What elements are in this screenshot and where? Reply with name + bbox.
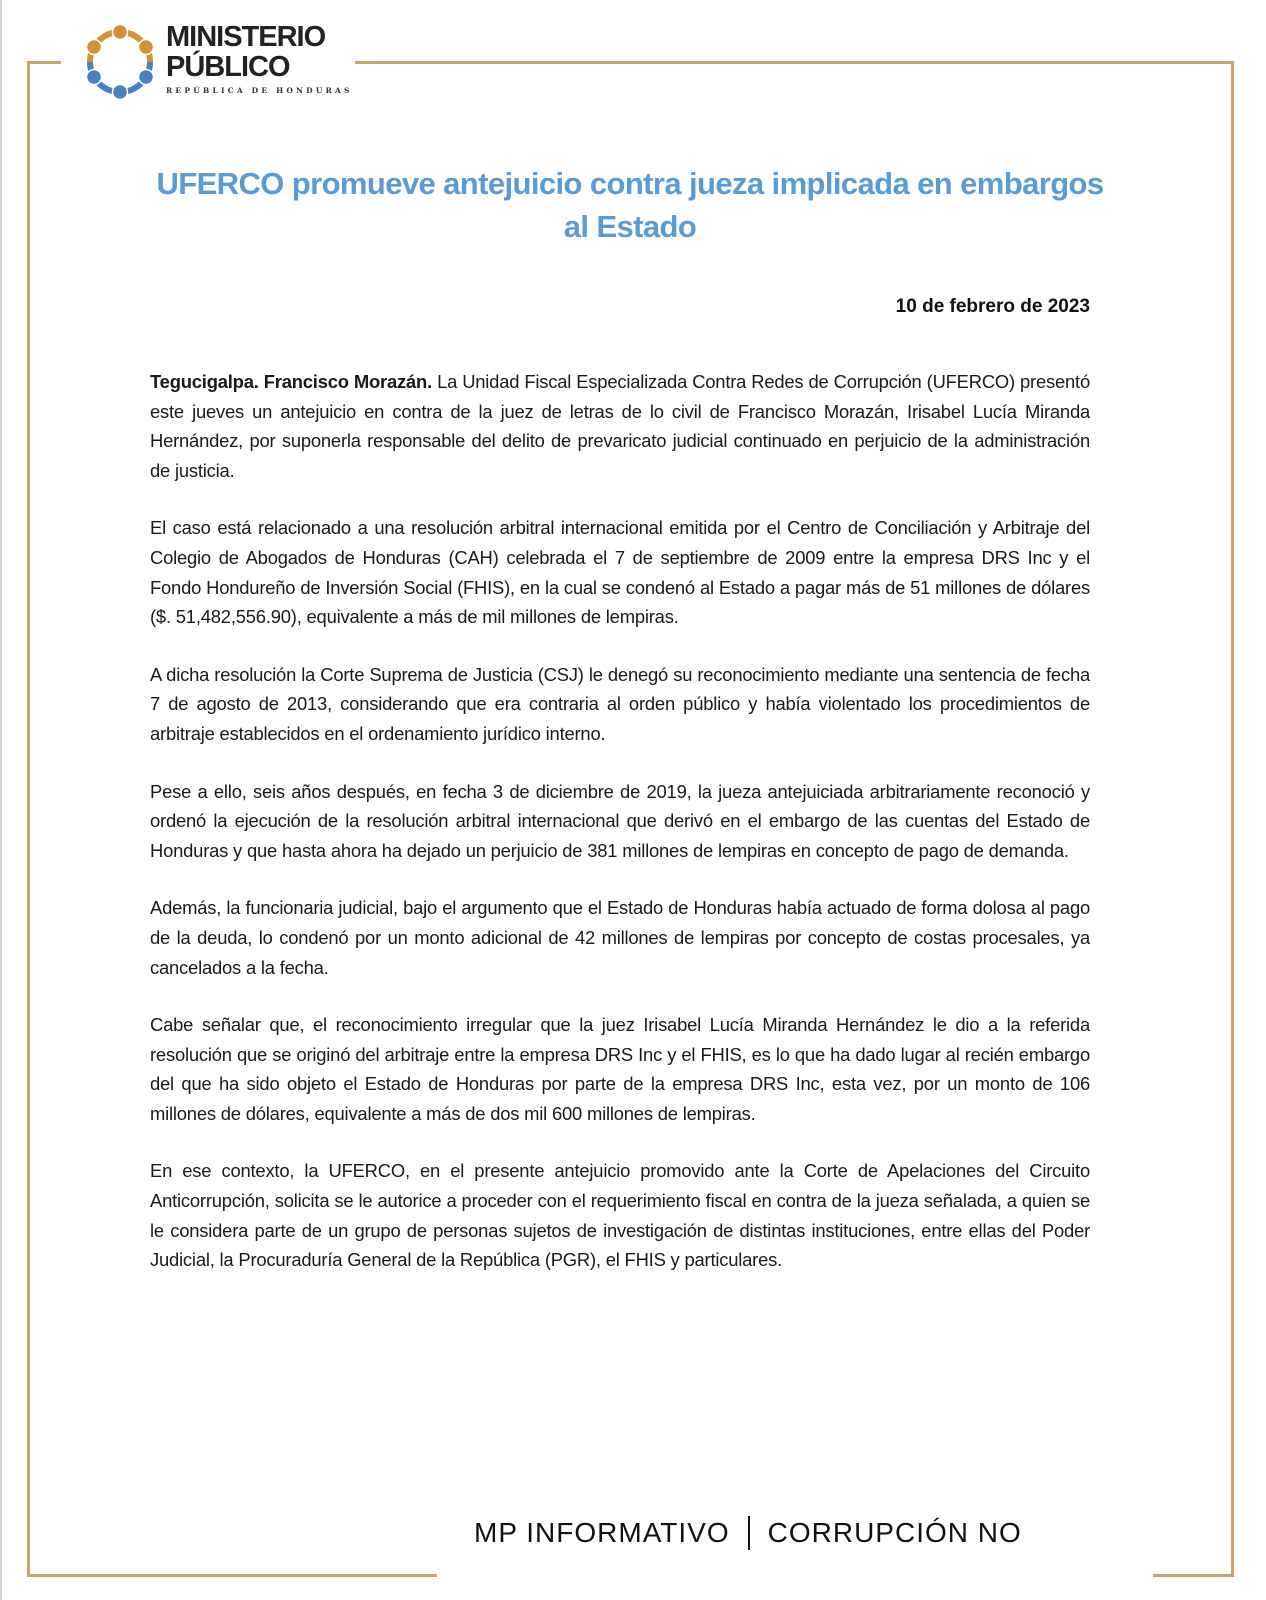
brand-line-1: MINISTERIO bbox=[166, 21, 326, 53]
paragraph-3: A dicha resolución la Corte Suprema de Justicia (CSJ) le denegó su reconocimiento mediante una sentencia de fecha 7 de agosto de 2013, considerando que era contraria al orden público y había violentado los procedimientos de arbitraje establecidos en el ordenamiento jurídico interno. bbox=[150, 663, 1090, 744]
frame-left bbox=[27, 61, 30, 1577]
logo-figure-head bbox=[87, 40, 102, 55]
frame-top-right bbox=[355, 61, 1234, 64]
logo-figure-head bbox=[138, 40, 153, 55]
footer-divider bbox=[748, 1516, 750, 1550]
paragraph-1 bbox=[150, 367, 1090, 485]
article-date: 10 de febrero de 2023 bbox=[895, 296, 1090, 317]
page-edge bbox=[0, 0, 2, 1600]
brand-line-2: PÚBLICO bbox=[166, 51, 290, 83]
brand-block bbox=[166, 22, 353, 95]
ministerio-publico-logo-icon bbox=[78, 20, 162, 104]
article-headline: UFERCO promueve antejuicio contra jueza implicada en embargos al Estado bbox=[156, 166, 1104, 244]
paragraph-6: Cabe señalar que, el reconocimiento irregular que la juez Irisabel Lucía Miranda Hernández le dio a la referida resolución que se originó del arbitraje entre la empresa DRS Inc y el FHIS, es lo que ha dado lugar al recién embargo del que ha sido objeto el Estado de Honduras por parte de la empresa DRS Inc, esta vez, por un monto de 106 millones de dólares, equivalente a más de dos mil 600 millones de lempiras. bbox=[150, 1014, 1090, 1124]
logo-figure-head bbox=[138, 70, 153, 85]
dateline: Tegucigalpa. Francisco Morazán. bbox=[150, 371, 432, 392]
article-body bbox=[150, 367, 1090, 1303]
paragraph-2: El caso está relacionado a una resolución arbitral internacional emitida por el Centro de Conciliación y Arbitraje del Colegio de Abogados de Honduras (CAH) celebrada el 7 de septiembre de 2009 entre la empresa DRS Inc y el Fondo Hondureño de Inversión Social (FHIS), en la cual se condenó al Estado a pagar más de 51 millones de dólares ($. 51,482,556.90), equivalente a más de mil millones de lempiras. bbox=[150, 517, 1090, 628]
paragraph-4: Pese a ello, seis años después, en fecha 3 de diciembre de 2019, la jueza antejuiciada arbitrariamente reconoció y ordenó la ejecución de la resolución arbitral internacional que derivó en el embargo de las cuentas del Estado de Honduras y que hasta ahora ha dejado un perjuicio de 381 millones de lempiras en concepto de pago de demanda. bbox=[150, 780, 1090, 861]
paragraph-1-text: La Unidad Fiscal Especializada Contra Redes de Corrupción (UFERCO) presentó este jueves un antejuicio en contra de la juez de letras de lo civil de Francisco Morazán, Irisabel Lucía Miranda Hernández, por suponerla responsable del delito de prevaricato judicial continuado en perjuicio de la administración de justicia. bbox=[150, 371, 1090, 481]
frame-bottom-right bbox=[1153, 1574, 1234, 1577]
paragraph-5: Además, la funcionaria judicial, bajo el argumento que el Estado de Honduras había actuado de forma dolosa al pago de la deuda, lo condenó por un monto adicional de 42 millones de lempiras por concepto de costas procesales, ya cancelados a la fecha. bbox=[150, 897, 1090, 978]
footer-left: MP INFORMATIVO bbox=[474, 1517, 730, 1548]
footer-tagline bbox=[474, 1517, 1022, 1552]
footer-right: CORRUPCIÓN NO bbox=[767, 1517, 1022, 1548]
logo-figure-head bbox=[113, 25, 128, 40]
frame-top-left bbox=[27, 61, 61, 64]
paragraph-7: En ese contexto, la UFERCO, en el presente antejuicio promovido ante la Corte de Apelaciones del Circuito Anticorrupción, solicita se le autorice a proceder con el requerimiento fiscal en contra de la jueza señalada, a quien se le considera parte de un grupo de personas sujetos de investigación de distintas instituciones, entre ellas del Poder Judicial, la Procuraduría General de la República (PGR), el FHIS y particulares. bbox=[150, 1160, 1090, 1271]
logo-figure-head bbox=[113, 85, 128, 100]
logo-figure-head bbox=[87, 70, 102, 85]
frame-bottom-left bbox=[27, 1574, 437, 1577]
brand-subtitle: REPÚBLICA DE HONDURAS bbox=[166, 86, 353, 95]
frame-right bbox=[1231, 61, 1234, 1577]
